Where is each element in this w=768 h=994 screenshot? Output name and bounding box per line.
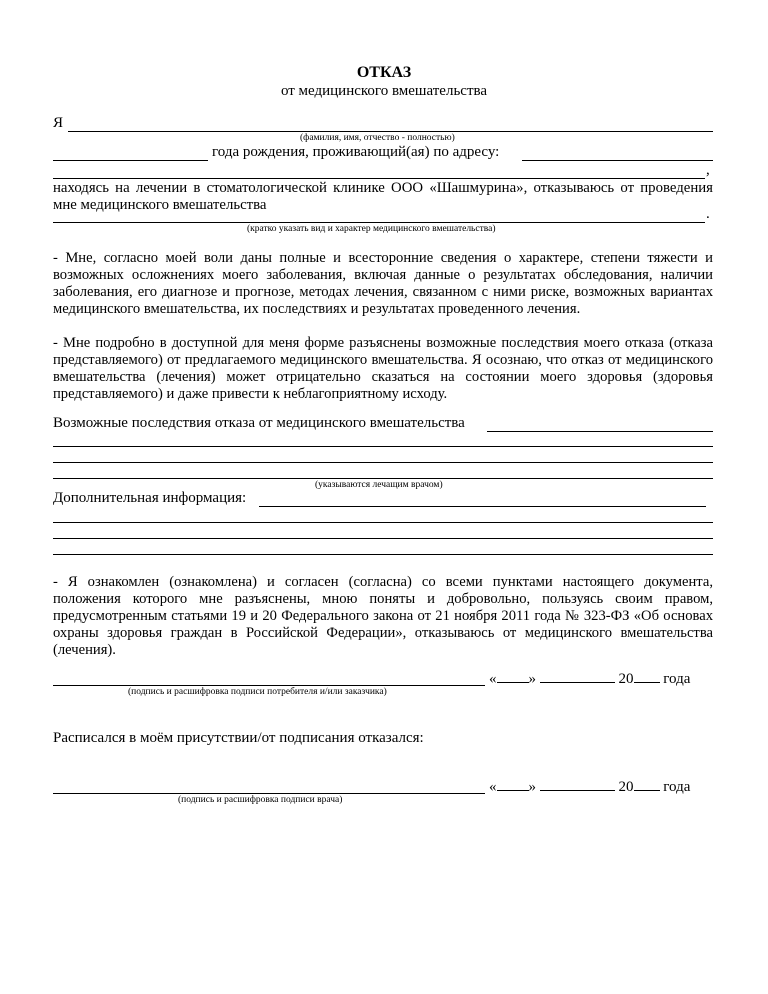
fio-field[interactable]	[68, 131, 713, 132]
year-prefix: 20	[618, 671, 634, 687]
year-prefix: 20	[618, 779, 634, 795]
consumer-year-field[interactable]	[634, 670, 660, 683]
year-suffix: года	[663, 671, 691, 687]
additional-info-field-line3[interactable]	[53, 538, 713, 539]
address-field[interactable]	[522, 160, 713, 161]
info-paragraph: - Мне, согласно моей воли даны полные и всесторонние сведения о характере, степени тяжести и возможных осложнениях моего заболевания, включая данные о результатах обследования, наличии заболевания, его диагнозе и прогнозе, методах лечения, связанном с ними риске, возможных вариантах медицинского вмешательства, их последствиях и результатах проведенного лечения.	[53, 250, 713, 317]
consumer-month-field[interactable]	[540, 670, 615, 683]
doctor-date	[489, 778, 690, 796]
comma: ,	[706, 162, 710, 178]
intervention-kind-caption: (кратко указать вид и характер медицинского вмешательства)	[247, 224, 496, 234]
witness-label: Расписался в моём присутствии/от подписания отказался:	[53, 730, 424, 746]
address-field-line2[interactable]	[53, 178, 705, 179]
quote-close: »	[528, 779, 536, 795]
consumer-date	[489, 670, 690, 688]
birth-address-label: года рождения, проживающий(ая) по адресу:	[212, 144, 500, 160]
fio-caption: (фамилия, имя, отчество - полностью)	[300, 133, 455, 143]
consumer-day-field[interactable]	[497, 670, 529, 683]
additional-info-label: Дополнительная информация:	[53, 490, 247, 506]
i-label: Я	[53, 115, 64, 131]
additional-info-field[interactable]	[259, 506, 706, 507]
consequences-field-line3[interactable]	[53, 462, 713, 463]
year-suffix: года	[663, 779, 691, 795]
birth-year-field[interactable]	[53, 160, 208, 161]
doctor-day-field[interactable]	[497, 778, 529, 791]
consequences-caption: (указываются лечащим врачом)	[315, 480, 443, 490]
consumer-signature-caption: (подпись и расшифровка подписи потребителя и/или заказчика)	[128, 687, 387, 697]
doctor-month-field[interactable]	[540, 778, 615, 791]
document-title: ОТКАЗ	[356, 64, 412, 81]
additional-info-field-line2[interactable]	[53, 522, 713, 523]
period: .	[706, 206, 710, 222]
document-subtitle: от медицинского вмешательства	[280, 83, 488, 99]
doctor-signature-field[interactable]	[53, 793, 485, 794]
consequences-field-line4[interactable]	[53, 478, 713, 479]
consequences-field-line2[interactable]	[53, 446, 713, 447]
additional-info-field-line4[interactable]	[53, 554, 713, 555]
doctor-year-field[interactable]	[634, 778, 660, 791]
consumer-signature-field[interactable]	[53, 685, 485, 686]
doctor-signature-caption: (подпись и расшифровка подписи врача)	[178, 795, 343, 805]
intervention-kind-field[interactable]	[53, 222, 705, 223]
agreement-paragraph: - Я ознакомлен (ознакомлена) и согласен (согласна) со всеми пунктами настоящего документа, положения которого мне разъяснены, мною поняты и добровольно, пользуясь своим правом, предусмотренным статьями 19 и 20 Федерального закона от 21 ноября 2011 года № 323-ФЗ «Об основах охраны здоровья граждан в Российской Федерации», отказываюсь от медицинского вмешательства (лечения).	[53, 574, 713, 658]
consequences-field[interactable]	[487, 431, 713, 432]
consequences-paragraph: - Мне подробно в доступной для меня форме разъяснены возможные последствия моего отказа (отказа представляемого) от предлагаемого медицинского вмешательства. Я осознаю, что отказ от медицинского вмешательства (лечения) может отрицательно сказаться на состоянии моего здоровья (здоровья представляемого) и даже привести к неблагоприятному исходу.	[53, 335, 713, 402]
consequences-label: Возможные последствия отказа от медицинского вмешательства	[53, 415, 465, 431]
quote-open: «	[489, 671, 497, 687]
clinic-text: находясь на лечении в стоматологической клинике ООО «Шашмурина», отказываюсь от проведения мне медицинского вмешательства	[53, 180, 713, 213]
quote-close: »	[528, 671, 536, 687]
quote-open: «	[489, 779, 497, 795]
